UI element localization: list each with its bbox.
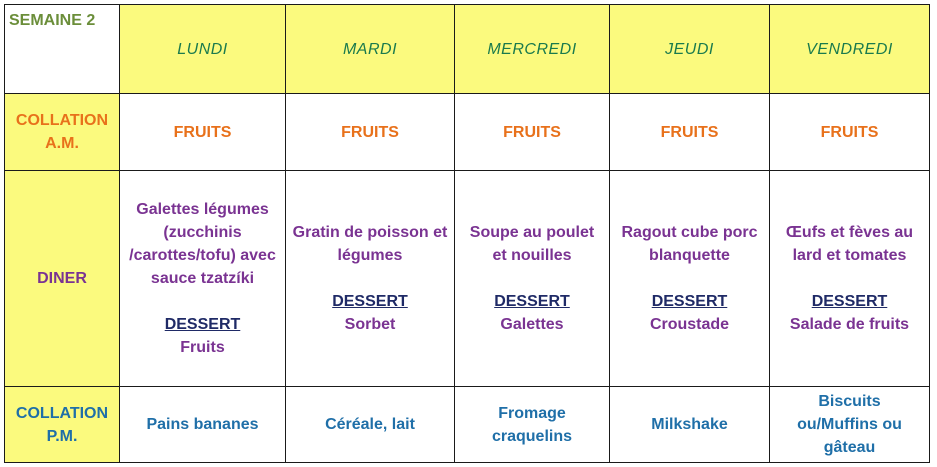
dessert-heading-mercredi: DESSERT bbox=[494, 293, 570, 310]
pm-snack-mercredi: Fromage craquelins bbox=[455, 387, 610, 463]
dessert-heading-jeudi: DESSERT bbox=[651, 293, 728, 310]
day-header-mercredi: MERCREDI bbox=[455, 5, 610, 94]
diner-cell-lundi bbox=[120, 171, 286, 387]
pm-snack-label-line1: COLLATION bbox=[15, 404, 109, 422]
dessert-heading-mardi: DESSERT bbox=[332, 293, 408, 310]
pm-snack-label bbox=[5, 387, 120, 463]
diner-main-vendredi: Œufs et fèves au lard et tomates bbox=[785, 224, 914, 264]
dessert-jeudi: Croustade bbox=[649, 316, 730, 333]
am-snack-mardi: FRUITS bbox=[286, 94, 455, 171]
day-header-lundi: LUNDI bbox=[120, 5, 286, 94]
pm-snack-jeudi: Milkshake bbox=[610, 387, 770, 463]
am-snack-vendredi: FRUITS bbox=[770, 94, 930, 171]
am-snack-jeudi: FRUITS bbox=[610, 94, 770, 171]
day-header-vendredi: VENDREDI bbox=[770, 5, 930, 94]
day-header-mardi: MARDI bbox=[286, 5, 455, 94]
diner-label: DINER bbox=[5, 171, 120, 387]
diner-main-lundi: Galettes légumes (zucchinis /carottes/tofu) avec sauce tzatzíki bbox=[129, 201, 276, 287]
diner-main-mardi: Gratin de poisson et légumes bbox=[292, 224, 448, 264]
diner-cell-mercredi bbox=[455, 171, 610, 387]
week-label: SEMAINE 2 bbox=[5, 5, 120, 94]
pm-snack-label-line2: P.M. bbox=[46, 427, 78, 445]
am-snack-label-line1: COLLATION bbox=[15, 112, 109, 129]
weekly-menu-table bbox=[4, 4, 930, 463]
dessert-lundi: Fruits bbox=[180, 339, 225, 356]
header-row bbox=[5, 5, 930, 94]
pm-snack-row bbox=[5, 387, 930, 463]
am-snack-mercredi: FRUITS bbox=[455, 94, 610, 171]
am-snack-label-line2: A.M. bbox=[45, 135, 79, 152]
pm-snack-mardi: Céréale, lait bbox=[286, 387, 455, 463]
pm-snack-vendredi: Biscuits ou/Muffins ou gâteau bbox=[770, 387, 930, 463]
dessert-vendredi: Salade de fruits bbox=[789, 316, 910, 333]
day-header-jeudi: JEUDI bbox=[610, 5, 770, 94]
pm-snack-lundi: Pains bananes bbox=[120, 387, 286, 463]
diner-cell-mardi bbox=[286, 171, 455, 387]
diner-row bbox=[5, 171, 930, 387]
diner-cell-vendredi bbox=[770, 171, 930, 387]
dessert-mercredi: Galettes bbox=[500, 316, 564, 333]
diner-main-jeudi: Ragout cube porc blanquette bbox=[621, 224, 758, 264]
diner-cell-jeudi bbox=[610, 171, 770, 387]
dessert-heading-lundi: DESSERT bbox=[164, 316, 241, 333]
am-snack-label bbox=[5, 94, 120, 171]
diner-main-mercredi: Soupe au poulet et nouilles bbox=[469, 224, 595, 264]
dessert-heading-vendredi: DESSERT bbox=[811, 293, 888, 310]
dessert-mardi: Sorbet bbox=[344, 316, 396, 333]
am-snack-lundi: FRUITS bbox=[120, 94, 286, 171]
am-snack-row bbox=[5, 94, 930, 171]
